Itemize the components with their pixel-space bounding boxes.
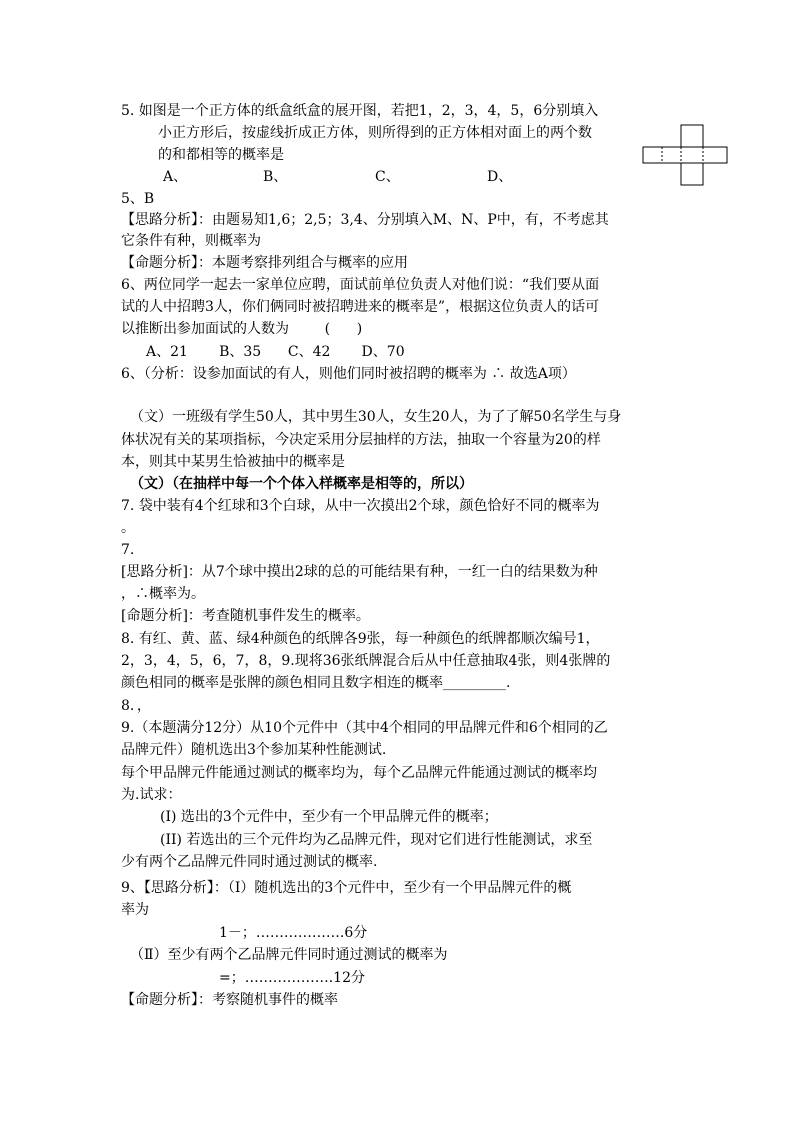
qwen-answer: （文）（在抽样中每一个个体入样概率是相等的，所以）: [130, 476, 473, 492]
q5-line-3: 的和都相等的概率是: [158, 147, 284, 163]
q9-part-2-cont: 少有两个乙品牌元件同时通过测试的概率.: [121, 854, 378, 870]
q9-topic: 【命题分析】：考察随机事件的概率: [121, 992, 338, 1008]
q7-topic: [命题分析]：考查随机事件发生的概率。: [121, 608, 370, 624]
q9-analysis-3: （Ⅱ）至少有两个乙品牌元件同时通过测试的概率为: [130, 947, 448, 963]
q9-part-1: (I) 选出的3个元件中，至少有一个甲品牌元件的概率；: [160, 809, 498, 825]
q6-answer: 6、（分析：设参加面试的有人，则他们同时被招聘的概率为 ∴ 故选A项）: [121, 366, 576, 382]
q8-line-3: 颜色相同的概率是张牌的颜色相同且数字相连的概率_________.: [121, 675, 511, 691]
q5-choice-a: A、: [163, 169, 188, 185]
q5-choice-d: D、: [487, 169, 513, 185]
q5-topic: 【命题分析】：本题考察排列组合与概率的应用: [121, 255, 408, 271]
q6-line-3: 以推断出参加面试的人数为 ( ): [121, 321, 363, 337]
q9-analysis-1: 9、【思路分析】：（Ⅰ）随机选出的3个元件中，至少有一个甲品牌元件的概: [121, 880, 572, 896]
q5-choice-c: C、: [375, 169, 400, 185]
q9-result-2: =；……………….12分: [219, 970, 365, 986]
q5-analysis-2: 它条件有种，则概率为: [121, 233, 261, 249]
q5-line-2: 小正方形后，按虚线折成正方体，则所得到的正方体相对面上的两个数: [158, 125, 592, 141]
cube-net-figure: [640, 122, 730, 188]
q9-line-2: 品牌元件）随机选出3个参加某种性能测试.: [121, 742, 387, 758]
q7-line-2: 。: [121, 520, 135, 536]
q6-line-2: 试的人中招聘3人，你们俩同时被招聘进来的概率是”，根据这位负责人的话可: [121, 299, 600, 315]
q7-answer: 7.: [121, 542, 135, 558]
q8-line-1: 8. 有红、黄、蓝、绿4种颜色的纸牌各9张，每一种颜色的纸牌都顺次编号1，: [121, 631, 600, 647]
q9-line-3: 每个甲品牌元件能通过测试的概率均为，每个乙品牌元件能通过测试的概率均: [121, 765, 597, 781]
q7-analysis-2: ，∴概率为。: [121, 586, 205, 602]
q7-line-1: 7. 袋中装有4个红球和3个白球，从中一次摸出2个球，颜色恰好不同的概率为: [121, 498, 600, 514]
qwen-line-2: 体状况有关的某项指标，今决定采用分层抽样的方法，抽取一个容量为20的样: [121, 432, 601, 448]
q5-answer: 5、B: [121, 191, 155, 207]
q5-choice-b: B、: [263, 169, 288, 185]
q9-analysis-2: 率为: [121, 902, 149, 918]
q9-line-4: 为.试求：: [121, 787, 182, 803]
q6-choices: A、21 B、35 C、42 D、70: [146, 344, 405, 360]
q6-line-1: 6、两位同学一起去一家单位应聘，面试前单位负责人对他们说：“我们要从面: [121, 277, 600, 293]
q8-line-2: 2，3，4，5，6，7，8，9.现将36张纸牌混合后从中任意抽取4张，则4张牌的: [121, 653, 611, 669]
q7-analysis-1: [思路分析]：从7个球中摸出2球的总的可能结果有种，一红一白的结果数为种: [121, 564, 598, 580]
q9-part-2: (II) 若选出的三个元件均为乙品牌元件，现对它们进行性能测试，求至: [160, 832, 593, 848]
q5-line-1: 5. 如图是一个正方体的纸盒纸盒的展开图，若把1，2，3，4，5，6分别填入: [121, 103, 599, 119]
qwen-line-1: （文）一班级有学生50人，其中男生30人，女生20人，为了了解50名学生与身: [130, 409, 622, 425]
q8-answer: 8．，: [121, 698, 151, 714]
q9-line-1: 9.（本题满分12分）从10个元件中（其中4个相同的甲品牌元件和6个相同的乙: [121, 720, 608, 736]
qwen-line-3: 本，则其中某男生恰被抽中的概率是: [121, 454, 345, 470]
q9-result-1: 1－；……………….6分: [219, 925, 368, 941]
q5-analysis-1: 【思路分析】：由题易知1,6；2,5；3,4、分别填入M、N、P中，有，不考虑其: [121, 212, 609, 228]
